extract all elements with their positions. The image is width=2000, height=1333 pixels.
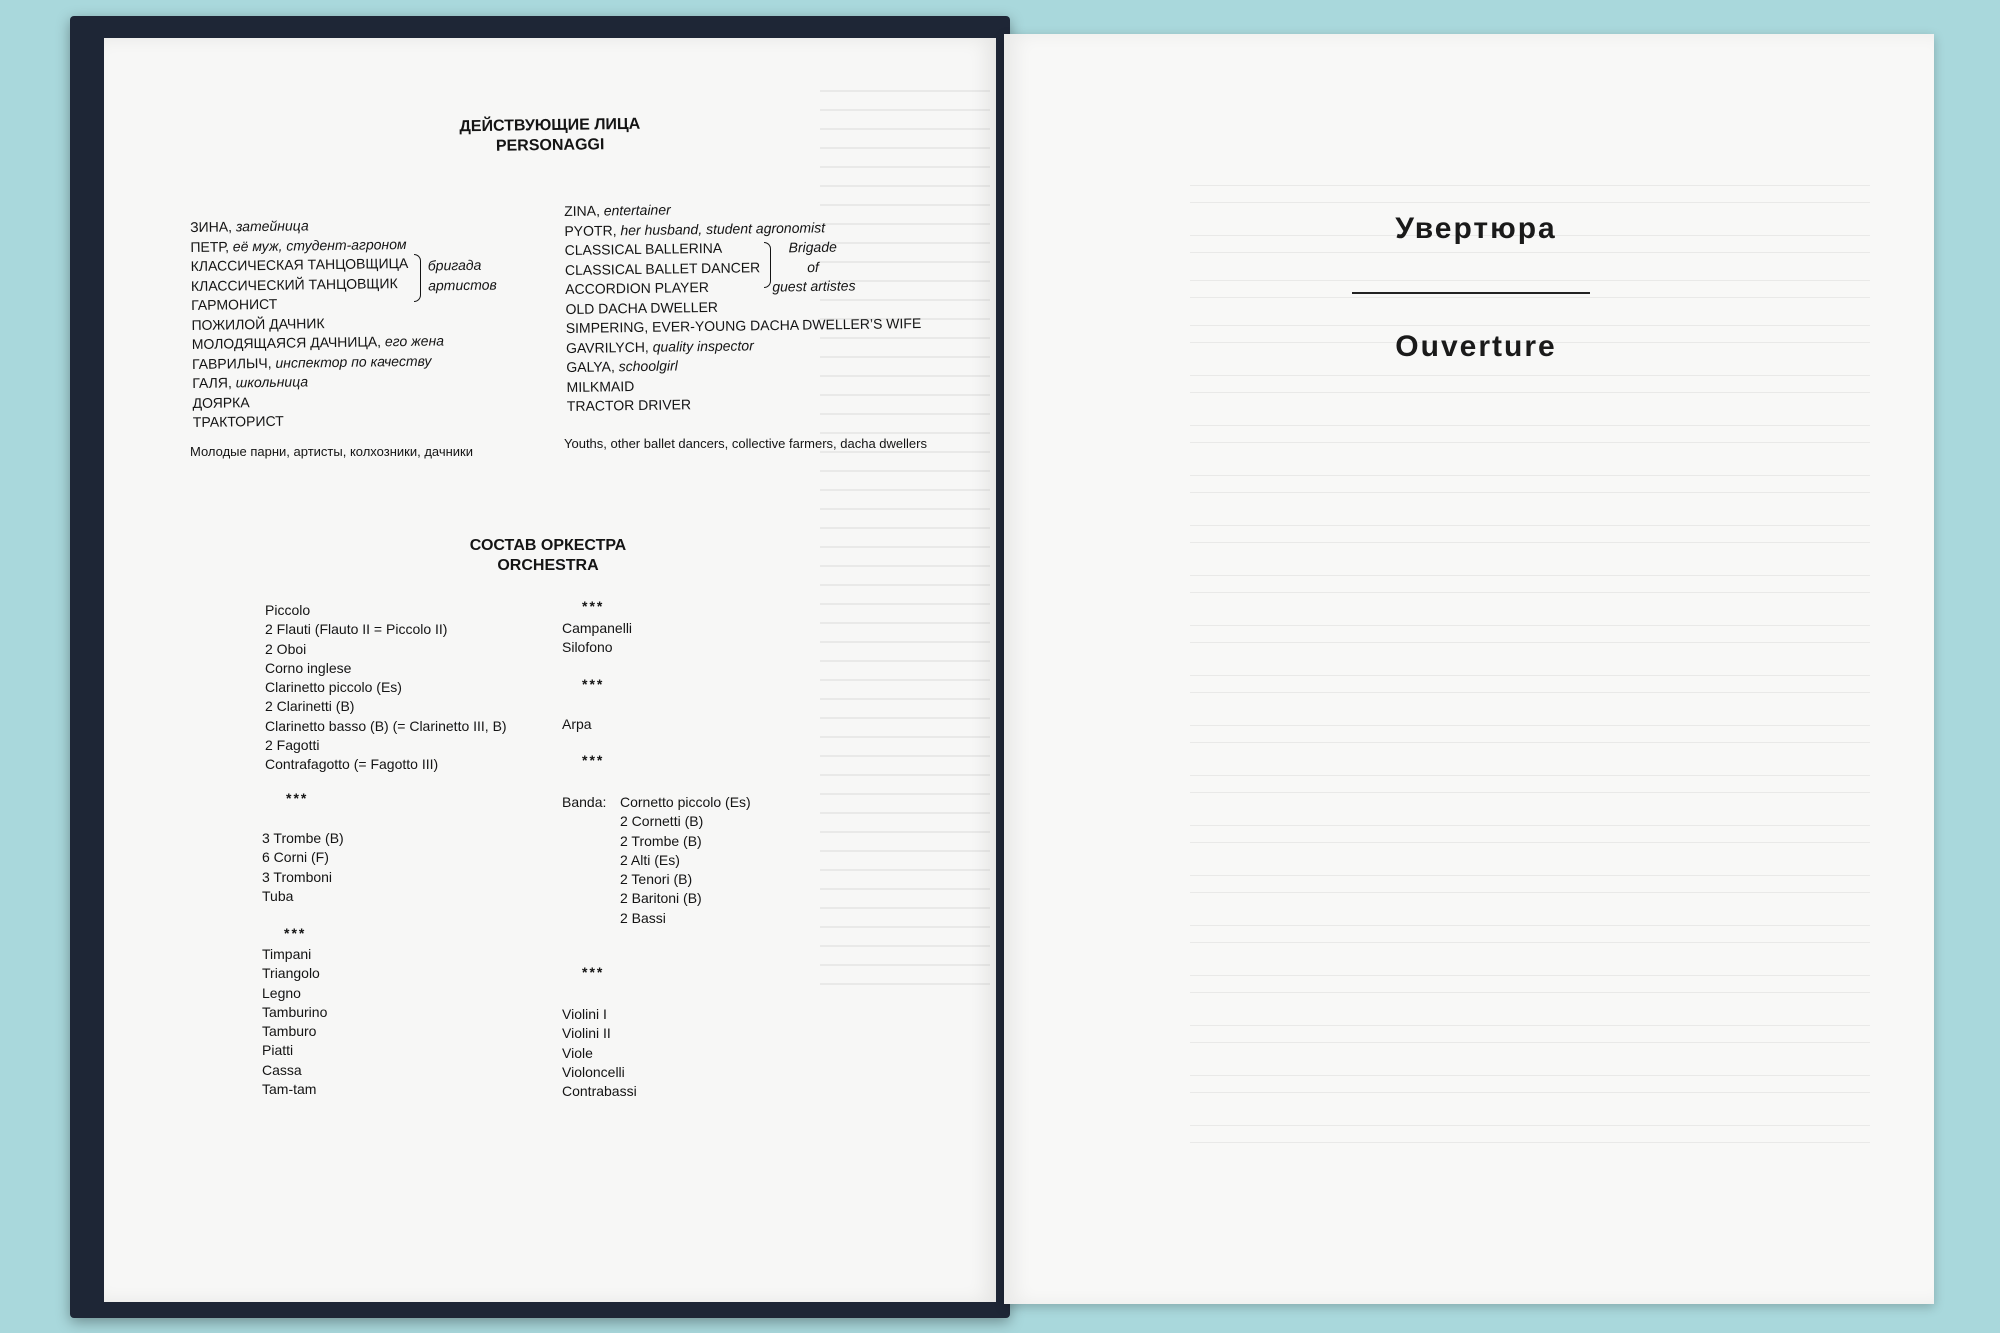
cast-member-name: ACCORDION PLAYER (565, 278, 709, 297)
cast-heading (420, 114, 681, 158)
cast-extras-ru: Молодые парни, артисты, колхозники, дачники (190, 444, 474, 459)
cast-member (193, 409, 446, 432)
cast-member (192, 351, 445, 374)
cast-member-name: MILKMAID (566, 377, 635, 395)
brigade-label-ru: бригада артистов (427, 256, 497, 293)
instrument-item: 2 Oboi (265, 640, 307, 657)
cast-member (191, 253, 444, 276)
brigade-label-en: Brigade of guest artistes (772, 238, 856, 295)
instrument-item: Piccolo (265, 602, 311, 618)
cast-member-name: GAVRILYCH, (565, 338, 649, 356)
instrument-item: 2 Cornetti (B) (620, 813, 704, 830)
cast-member-name: ДОЯРКА (192, 393, 250, 411)
percussion-list (262, 945, 327, 1099)
cast-member-name: ТРАКТОРИСТ (192, 412, 284, 430)
bleed-through-score (1110, 95, 1870, 1195)
instrument-item: Triangolo (262, 965, 320, 982)
strings-list (562, 1005, 637, 1101)
instrument-item: Contrafagotto (= Fagotto III) (265, 756, 439, 773)
cast-member-name: GALYA, (566, 358, 615, 375)
orchestra-heading-it: ORCHESTRA (497, 557, 599, 574)
keyboard-percussion-list (562, 619, 632, 658)
instrument-item: 6 Corni (F) (262, 849, 329, 866)
cast-member-name: КЛАССИЧЕСКИЙ ТАНЦОВЩИК (190, 274, 398, 294)
cast-member-name: ПЕТР, (190, 237, 230, 255)
instrument-item: Legno (262, 984, 301, 1001)
instrument-item: 2 Fagotti (265, 737, 320, 754)
cast-member-name: CLASSICAL BALLET DANCER (564, 258, 761, 278)
cast-member-description: инспектор по качеству (275, 352, 432, 371)
brass-list (262, 829, 344, 906)
separator-stars: *** (582, 598, 605, 614)
harp-label: Arpa (562, 716, 592, 732)
cast-member-name: МОЛОДЯЩАЯСЯ ДАЧНИЦА, (191, 333, 382, 352)
orchestra-heading-ru: СОСТАВ ОРКЕСТРА (469, 537, 627, 554)
cast-member-name: CLASSICAL BALLERINA (564, 239, 723, 258)
cast-extras-en: Youths, other ballet dancers, collective farmers, dacha dwellers (564, 436, 927, 451)
cast-member-name: ПОЖИЛОЙ ДАЧНИК (191, 314, 325, 333)
separator-stars: *** (286, 790, 309, 806)
instrument-item: Tuba (262, 887, 294, 904)
banda-list (620, 793, 751, 928)
cast-member-description: школьница (235, 373, 309, 391)
cast-member-description: quality inspector (652, 336, 754, 355)
instrument-item: 2 Flauti (Flauto II = Piccolo II) (265, 621, 448, 638)
instrument-item: Cornetto piccolo (Es) (620, 794, 751, 810)
instrument-item: Tamburo (262, 1023, 317, 1040)
cast-member-name: ГАРМОНИСТ (191, 295, 278, 313)
instrument-item: Timpani (262, 946, 312, 962)
cast-heading-it: PERSONAGGI (495, 136, 605, 155)
cast-member-description: затейница (235, 217, 309, 235)
instrument-item: 2 Clarinetti (B) (265, 698, 355, 715)
cast-heading-ru: ДЕЙСТВУЮЩИЕ ЛИЦА (459, 115, 641, 136)
instrument-item: Tam-tam (262, 1081, 317, 1098)
cast-member-name: ГАЛЯ, (192, 374, 232, 391)
overture-title-it: Ouverture (1395, 330, 1557, 363)
overture-title-ru: Увертюра (1395, 212, 1557, 245)
instrument-item: Clarinetto basso (B) (= Clarinetto III, B) (265, 717, 507, 734)
cast-member-description: schoolgirl (618, 357, 678, 375)
separator-stars: *** (582, 752, 605, 768)
instrument-item: 3 Tromboni (262, 868, 333, 885)
cast-member-name: ZINA, (564, 202, 601, 219)
cast-member-name: ГАВРИЛЫЧ, (191, 354, 272, 372)
cast-member-name: TRACTOR DRIVER (566, 396, 692, 414)
cast-member-description: her husband, student agronomist (620, 218, 826, 238)
instrument-item: Campanelli (562, 620, 633, 636)
separator-stars: *** (582, 676, 605, 692)
instrument-item: Piatti (262, 1042, 294, 1059)
cast-list-ru (190, 214, 445, 432)
cast-member-name: КЛАССИЧЕСКАЯ ТАНЦОВЩИЦА (190, 254, 409, 274)
cast-member-name: SIMPERING, EVER-YOUNG DACHA DWELLER’S WIFE (565, 315, 922, 336)
cast-member-name: PYOTR, (564, 221, 617, 239)
instrument-item: Violoncelli (562, 1063, 625, 1080)
cast-member-name: ЗИНА, (190, 218, 233, 235)
woodwinds-list (265, 601, 507, 775)
instrument-item: 2 Tenori (B) (620, 871, 693, 888)
brace-en (764, 242, 771, 288)
instrument-item: Cassa (262, 1061, 302, 1078)
separator-stars: *** (284, 925, 307, 941)
instrument-item: Silofono (562, 639, 613, 656)
instrument-item: Corno inglese (265, 659, 352, 676)
instrument-item: Violini II (562, 1025, 611, 1042)
separator-stars: *** (582, 964, 605, 980)
instrument-item: Tamburino (262, 1003, 328, 1020)
instrument-item: 2 Bassi (620, 909, 666, 926)
instrument-item: 2 Baritoni (B) (620, 890, 702, 907)
title-divider (1352, 292, 1590, 294)
instrument-item: 3 Trombe (B) (262, 830, 344, 846)
orchestra-heading (418, 536, 678, 576)
banda-label: Banda: (562, 794, 607, 810)
cast-member-name: OLD DACHA DWELLER (565, 298, 719, 317)
instrument-item: Clarinetto piccolo (Es) (265, 679, 402, 696)
instrument-item: 2 Trombe (B) (620, 832, 702, 849)
cast-member-description: её муж, студент-агроном (232, 235, 407, 254)
brace-ru (414, 254, 421, 302)
instrument-item: Contrabassi (562, 1083, 637, 1100)
instrument-item: 2 Alti (Es) (620, 851, 680, 868)
cast-list-en (564, 197, 922, 416)
instrument-item: Viole (562, 1044, 593, 1061)
cast-member-description: его жена (384, 332, 445, 350)
cast-member-description: entertainer (603, 201, 671, 219)
instrument-item: Violini I (562, 1006, 607, 1022)
